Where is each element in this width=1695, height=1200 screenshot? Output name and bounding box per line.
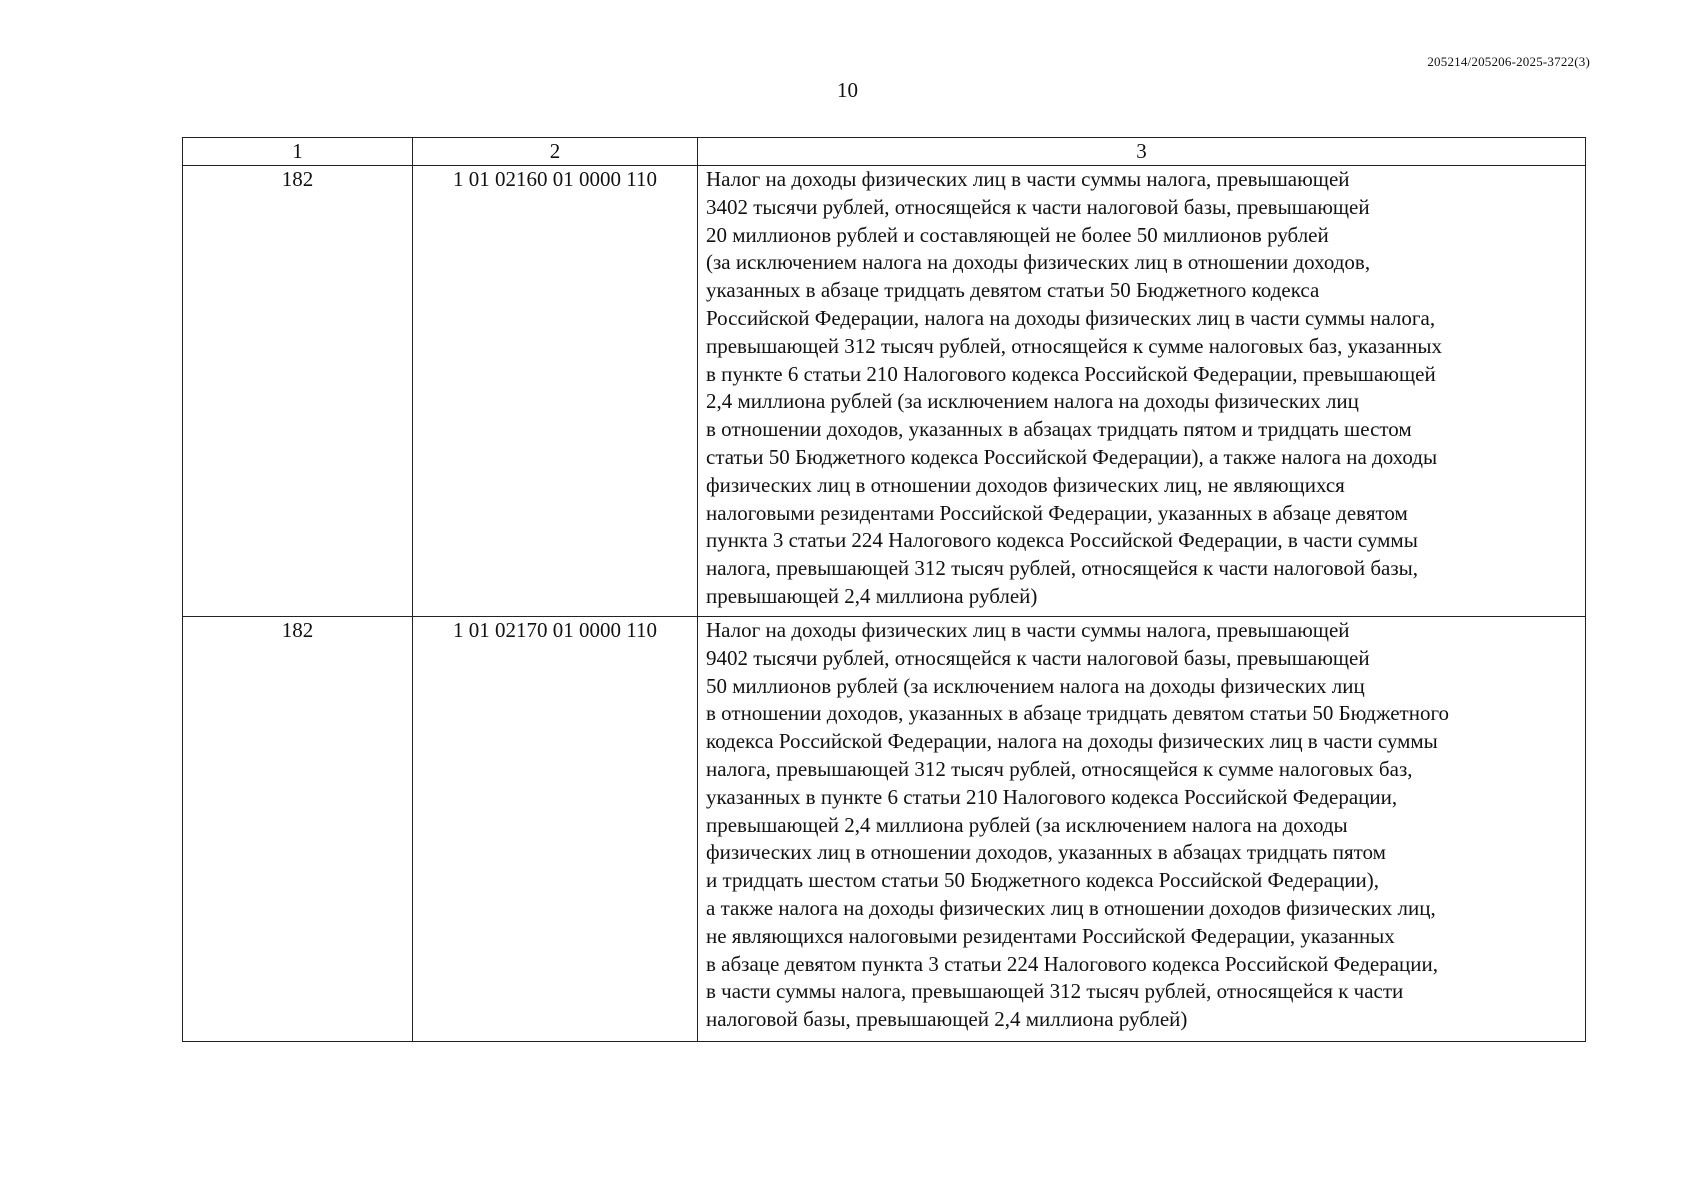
description-line: превышающей 2,4 миллиона рублей) [706, 583, 1038, 608]
budget-classification-code-cell: 1 01 02160 01 0000 110 [413, 166, 698, 617]
column-header-2: 2 [413, 138, 698, 166]
administrator-code-cell: 182 [183, 166, 413, 617]
column-header-1: 1 [183, 138, 413, 166]
revenue-description-cell [698, 166, 1586, 617]
description-line: налога, превышающей 312 тысяч рублей, относящейся к части налоговой базы, [706, 556, 1419, 581]
description-line: 3402 тысячи рублей, относящейся к части налоговой базы, превышающей [706, 194, 1370, 219]
description-line: и тридцать шестом статьи 50 Бюджетного кодекса Российской Федерации), [706, 868, 1379, 893]
description-line: Российской Федерации, налога на доходы физических лиц в части суммы налога, [706, 305, 1436, 330]
budget-classification-code-cell: 1 01 02170 01 0000 110 [413, 617, 698, 1042]
description-line: в пункте 6 статьи 210 Налогового кодекса Российской Федерации, превышающей [706, 361, 1436, 386]
budget-codes-table [182, 137, 1586, 1042]
description-line: налога, превышающей 312 тысяч рублей, относящейся к сумме налоговых баз, [706, 756, 1413, 781]
description-line: 20 миллионов рублей и составляющей не более 50 миллионов рублей [706, 222, 1329, 247]
description-line: кодекса Российской Федерации, налога на доходы физических лиц в части суммы [706, 729, 1438, 754]
description-line: Налог на доходы физических лиц в части суммы налога, превышающей [706, 167, 1350, 191]
description-line: статьи 50 Бюджетного кодекса Российской Федерации), а также налога на доходы [706, 444, 1438, 469]
description-line: указанных в пункте 6 статьи 210 Налогового кодекса Российской Федерации, [706, 784, 1398, 809]
description-line: в части суммы налога, превышающей 312 тысяч рублей, относящейся к части [706, 979, 1404, 1004]
description-line: пункта 3 статьи 224 Налогового кодекса Российской Федерации, в части суммы [706, 528, 1418, 553]
description-line: 2,4 миллиона рублей (за исключением налога на доходы физических лиц [706, 389, 1359, 414]
description-line: в абзаце девятом пункта 3 статьи 224 Налогового кодекса Российской Федерации, [706, 951, 1439, 976]
description-line: (за исключением налога на доходы физических лиц в отношении доходов, [706, 250, 1371, 275]
table-row [183, 166, 1586, 617]
column-header-3: 3 [698, 138, 1586, 166]
revenue-description-cell [698, 617, 1586, 1042]
description-line: превышающей 2,4 миллиона рублей (за исключением налога на доходы [706, 812, 1348, 837]
description-line: не являющихся налоговыми резидентами Российской Федерации, указанных [706, 923, 1395, 948]
description-line: 9402 тысячи рублей, относящейся к части налоговой базы, превышающей [706, 645, 1370, 670]
description-line: в отношении доходов, указанных в абзаце тридцать девятом статьи 50 Бюджетного [706, 701, 1450, 726]
description-line: налоговой базы, превышающей 2,4 миллиона рублей) [706, 1007, 1188, 1032]
table-header-row [183, 138, 1586, 166]
description-line: физических лиц в отношении доходов физических лиц, не являющихся [706, 472, 1345, 497]
description-line: в отношении доходов, указанных в абзацах тридцать пятом и тридцать шестом [706, 417, 1412, 442]
administrator-code-cell: 182 [183, 617, 413, 1042]
description-line: 50 миллионов рублей (за исключением налога на доходы физических лиц [706, 673, 1365, 698]
table-row [183, 617, 1586, 1042]
description-line: налоговыми резидентами Российской Федерации, указанных в абзаце девятом [706, 500, 1408, 525]
document-id: 205214/205206-2025-3722(3) [1427, 54, 1590, 69]
description-line: а также налога на доходы физических лиц в отношении доходов физических лиц, [706, 895, 1436, 920]
page-number: 10 [837, 78, 858, 102]
description-line: Налог на доходы физических лиц в части суммы налога, превышающей [706, 618, 1350, 642]
description-line: физических лиц в отношении доходов, указанных в абзацах тридцать пятом [706, 840, 1386, 865]
description-line: превышающей 312 тысяч рублей, относящейся к сумме налоговых баз, указанных [706, 333, 1442, 358]
description-line: указанных в абзаце тридцать девятом статьи 50 Бюджетного кодекса [706, 278, 1320, 303]
